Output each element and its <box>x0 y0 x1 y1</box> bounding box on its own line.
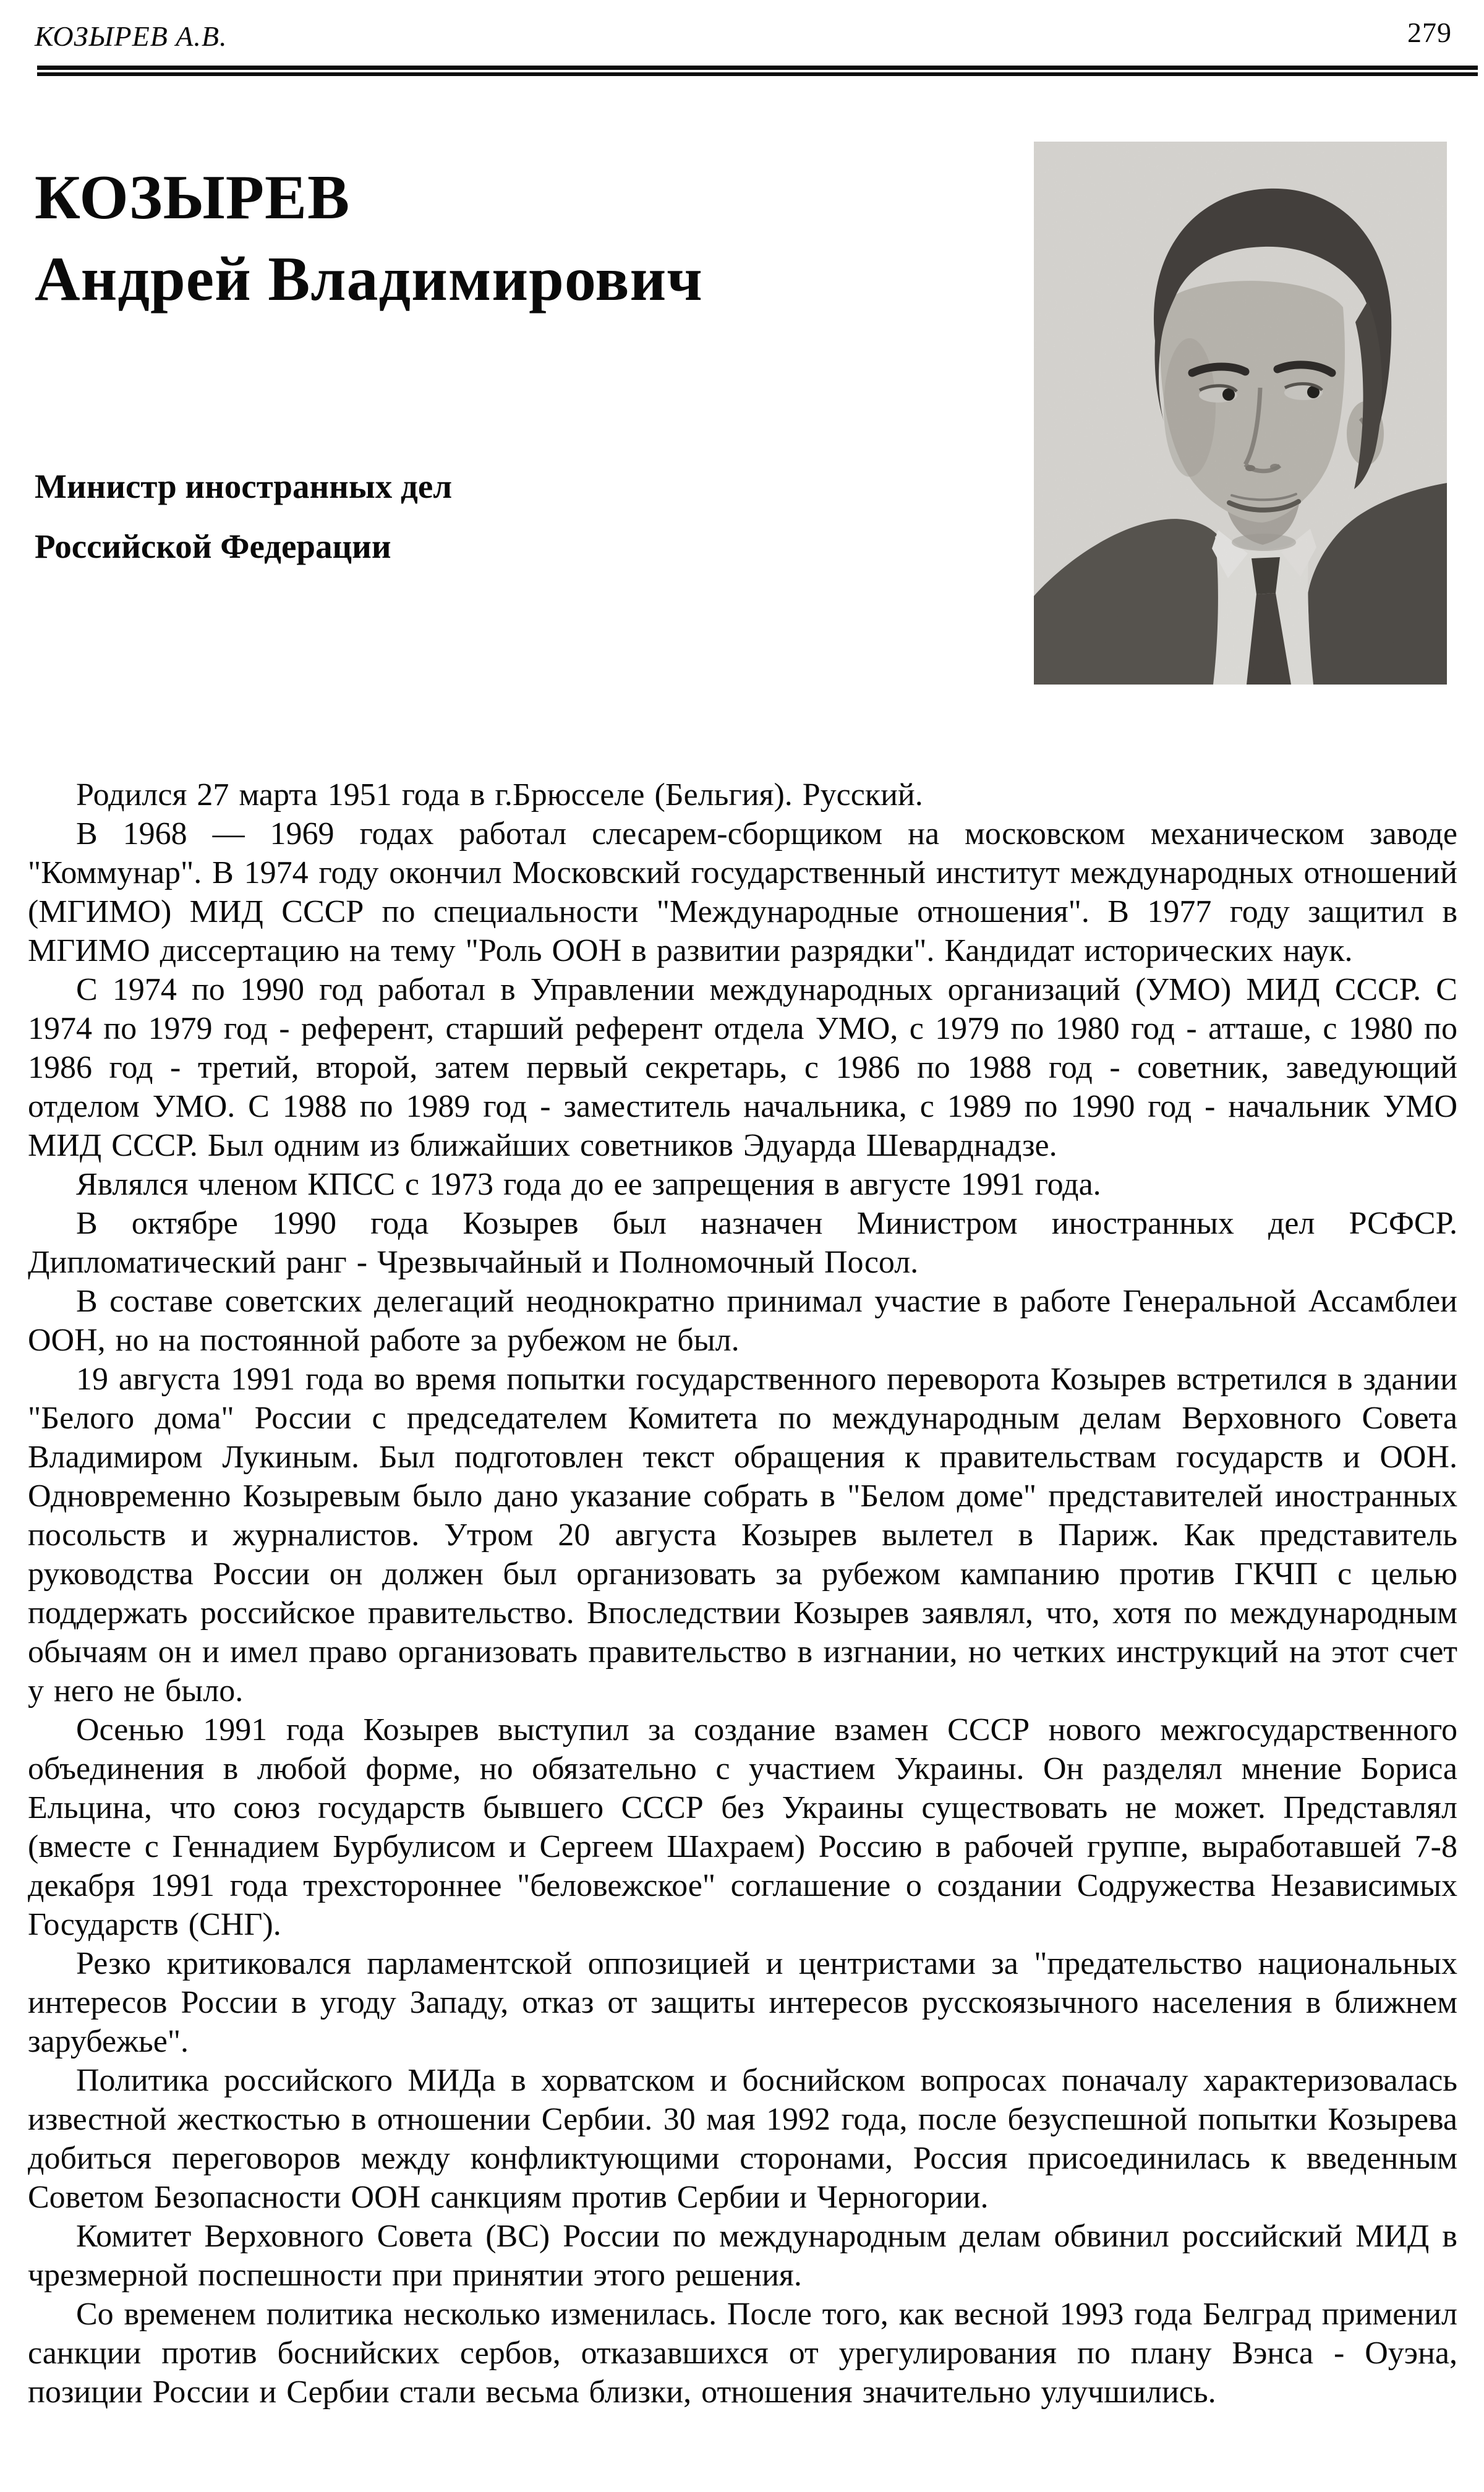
bio-paragraph: Политика российского МИДа в хорватском и боснийском вопросах поначалу характеризовалась известной жесткостью в отношении Сербии. 30 мая 1992 года, после безуспешной попытки Козырева добиться переговоров между конфликтующими сторонами, Россия присоединилась к введенным Советом Безопасности ООН санкциям против Сербии и Черногории. <box>28 2063 1457 2215</box>
profile-position-block <box>35 456 452 576</box>
bio-paragraph: Со временем политика несколько изменилась. После того, как весной 1993 года Белград применил санкции против боснийских сербов, отказавшихся от урегулирования по плану Вэнса - Оуэна, позиции России и Сербии стали весьма близки, отношения значительно улучшились. <box>28 2297 1457 2410</box>
biography-text <box>28 775 1457 2412</box>
bio-paragraph: С 1974 по 1990 год работал в Управлении международных организаций (УМО) МИД СССР. С 1974 по 1979 год - референт, старший референт отдела УМО, с 1979 по 1980 год - атташе, с 1980 по 1986 год - третий, второй, затем первый секретарь, с 1986 по 1988 год - советник, заведующий отделом УМО. С 1988 по 1989 год - заместитель начальника, с 1989 по 1990 год - начальник УМО МИД СССР. Был одним из ближайших советников Эдуарда Шеварднадзе. <box>28 972 1457 1163</box>
halftone-grain <box>1034 142 1447 685</box>
profile-name-block <box>35 157 703 320</box>
bio-paragraph: Являлся членом КПСС с 1973 года до ее запрещения в августе 1991 года. <box>76 1167 1101 1202</box>
profile-name-patronymic: Андрей Владимирович <box>35 244 703 314</box>
running-header: КОЗЫРЕВ А.В. <box>35 20 228 52</box>
bio-paragraph: Родился 27 марта 1951 года в г.Брюсселе (Бельгия). Русский. <box>76 777 923 813</box>
bio-paragraph: 19 августа 1991 года во время попытки государственного переворота Козырев встретился в здании "Белого дома" России с председателем Комитета по международным делам Верховного Совета Владимиром Лукиным. Был подготовлен текст обращения к правительствам государств и ООН. Одновременно Козыревым было дано указание собрать в "Белом доме" представителей иностранных посольств и журналистов. Утром 20 августа Козырев вылетел в Париж. Как представитель руководства России он должен был организовать за рубежом кампанию против ГКЧП с целью поддержать российское правительство. Впоследствии Козырев заявлял, что, хотя по международным обычаям он и имел право организовать правительство в изгнании, но четких инструкций на этот счет у него не было. <box>28 1362 1457 1709</box>
position-line-2: Российской Федерации <box>35 527 391 565</box>
page-number: 279 <box>1407 17 1452 48</box>
position-line-1: Министр иностранных дел <box>35 467 453 505</box>
bio-paragraph: В 1968 — 1969 годах работал слесарем-сборщиком на московском механическом заводе "Коммунар". В 1974 году окончил Московский государственный институт международных отношений (МГИМО) МИД СССР по специальности "Международные отношения". В 1977 году защитил в МГИМО диссертацию на тему "Роль ООН в развитии разрядки". Кандидат исторических наук. <box>28 816 1457 968</box>
bio-paragraph: Комитет Верховного Совета (ВС) России по международным делам обвинил российский МИД в чрезмерной поспешности при принятии этого решения. <box>28 2219 1457 2293</box>
portrait-photo <box>1034 141 1447 685</box>
bio-paragraph: В октябре 1990 года Козырев был назначен Министром иностранных дел РСФСР. Дипломатический ранг - Чрезвычайный и Полномочный Посол. <box>28 1206 1457 1280</box>
bio-paragraph: Осенью 1991 года Козырев выступил за создание взамен СССР нового межгосударственного объединения в любой форме, но обязательно с участием Украины. Он разделял мнение Бориса Ельцина, что союз государств бывшего СССР без Украины существовать не может. Представлял (вместе с Геннадием Бурбулисом и Сергеем Шахраем) Россию в рабочей группе, выработавшей 7-8 декабря 1991 года трехстороннее "беловежское" соглашение о создании Содружества Независимых Государств (СНГ). <box>28 1712 1457 1942</box>
bio-paragraph: Резко критиковался парламентской оппозицией и центристами за "предательство национальных интересов России в угоду Западу, отказ от защиты интересов русскоязычного населения в ближнем зарубежье". <box>28 1946 1457 2059</box>
bio-paragraph: В составе советских делегаций неоднократно принимал участие в работе Генеральной Ассамблеи ООН, но на постоянной работе за рубежом не был. <box>28 1284 1457 1358</box>
header-double-rule <box>37 66 1478 76</box>
portrait-photo-illustration <box>1034 141 1447 685</box>
profile-surname: КОЗЫРЕВ <box>35 163 351 233</box>
